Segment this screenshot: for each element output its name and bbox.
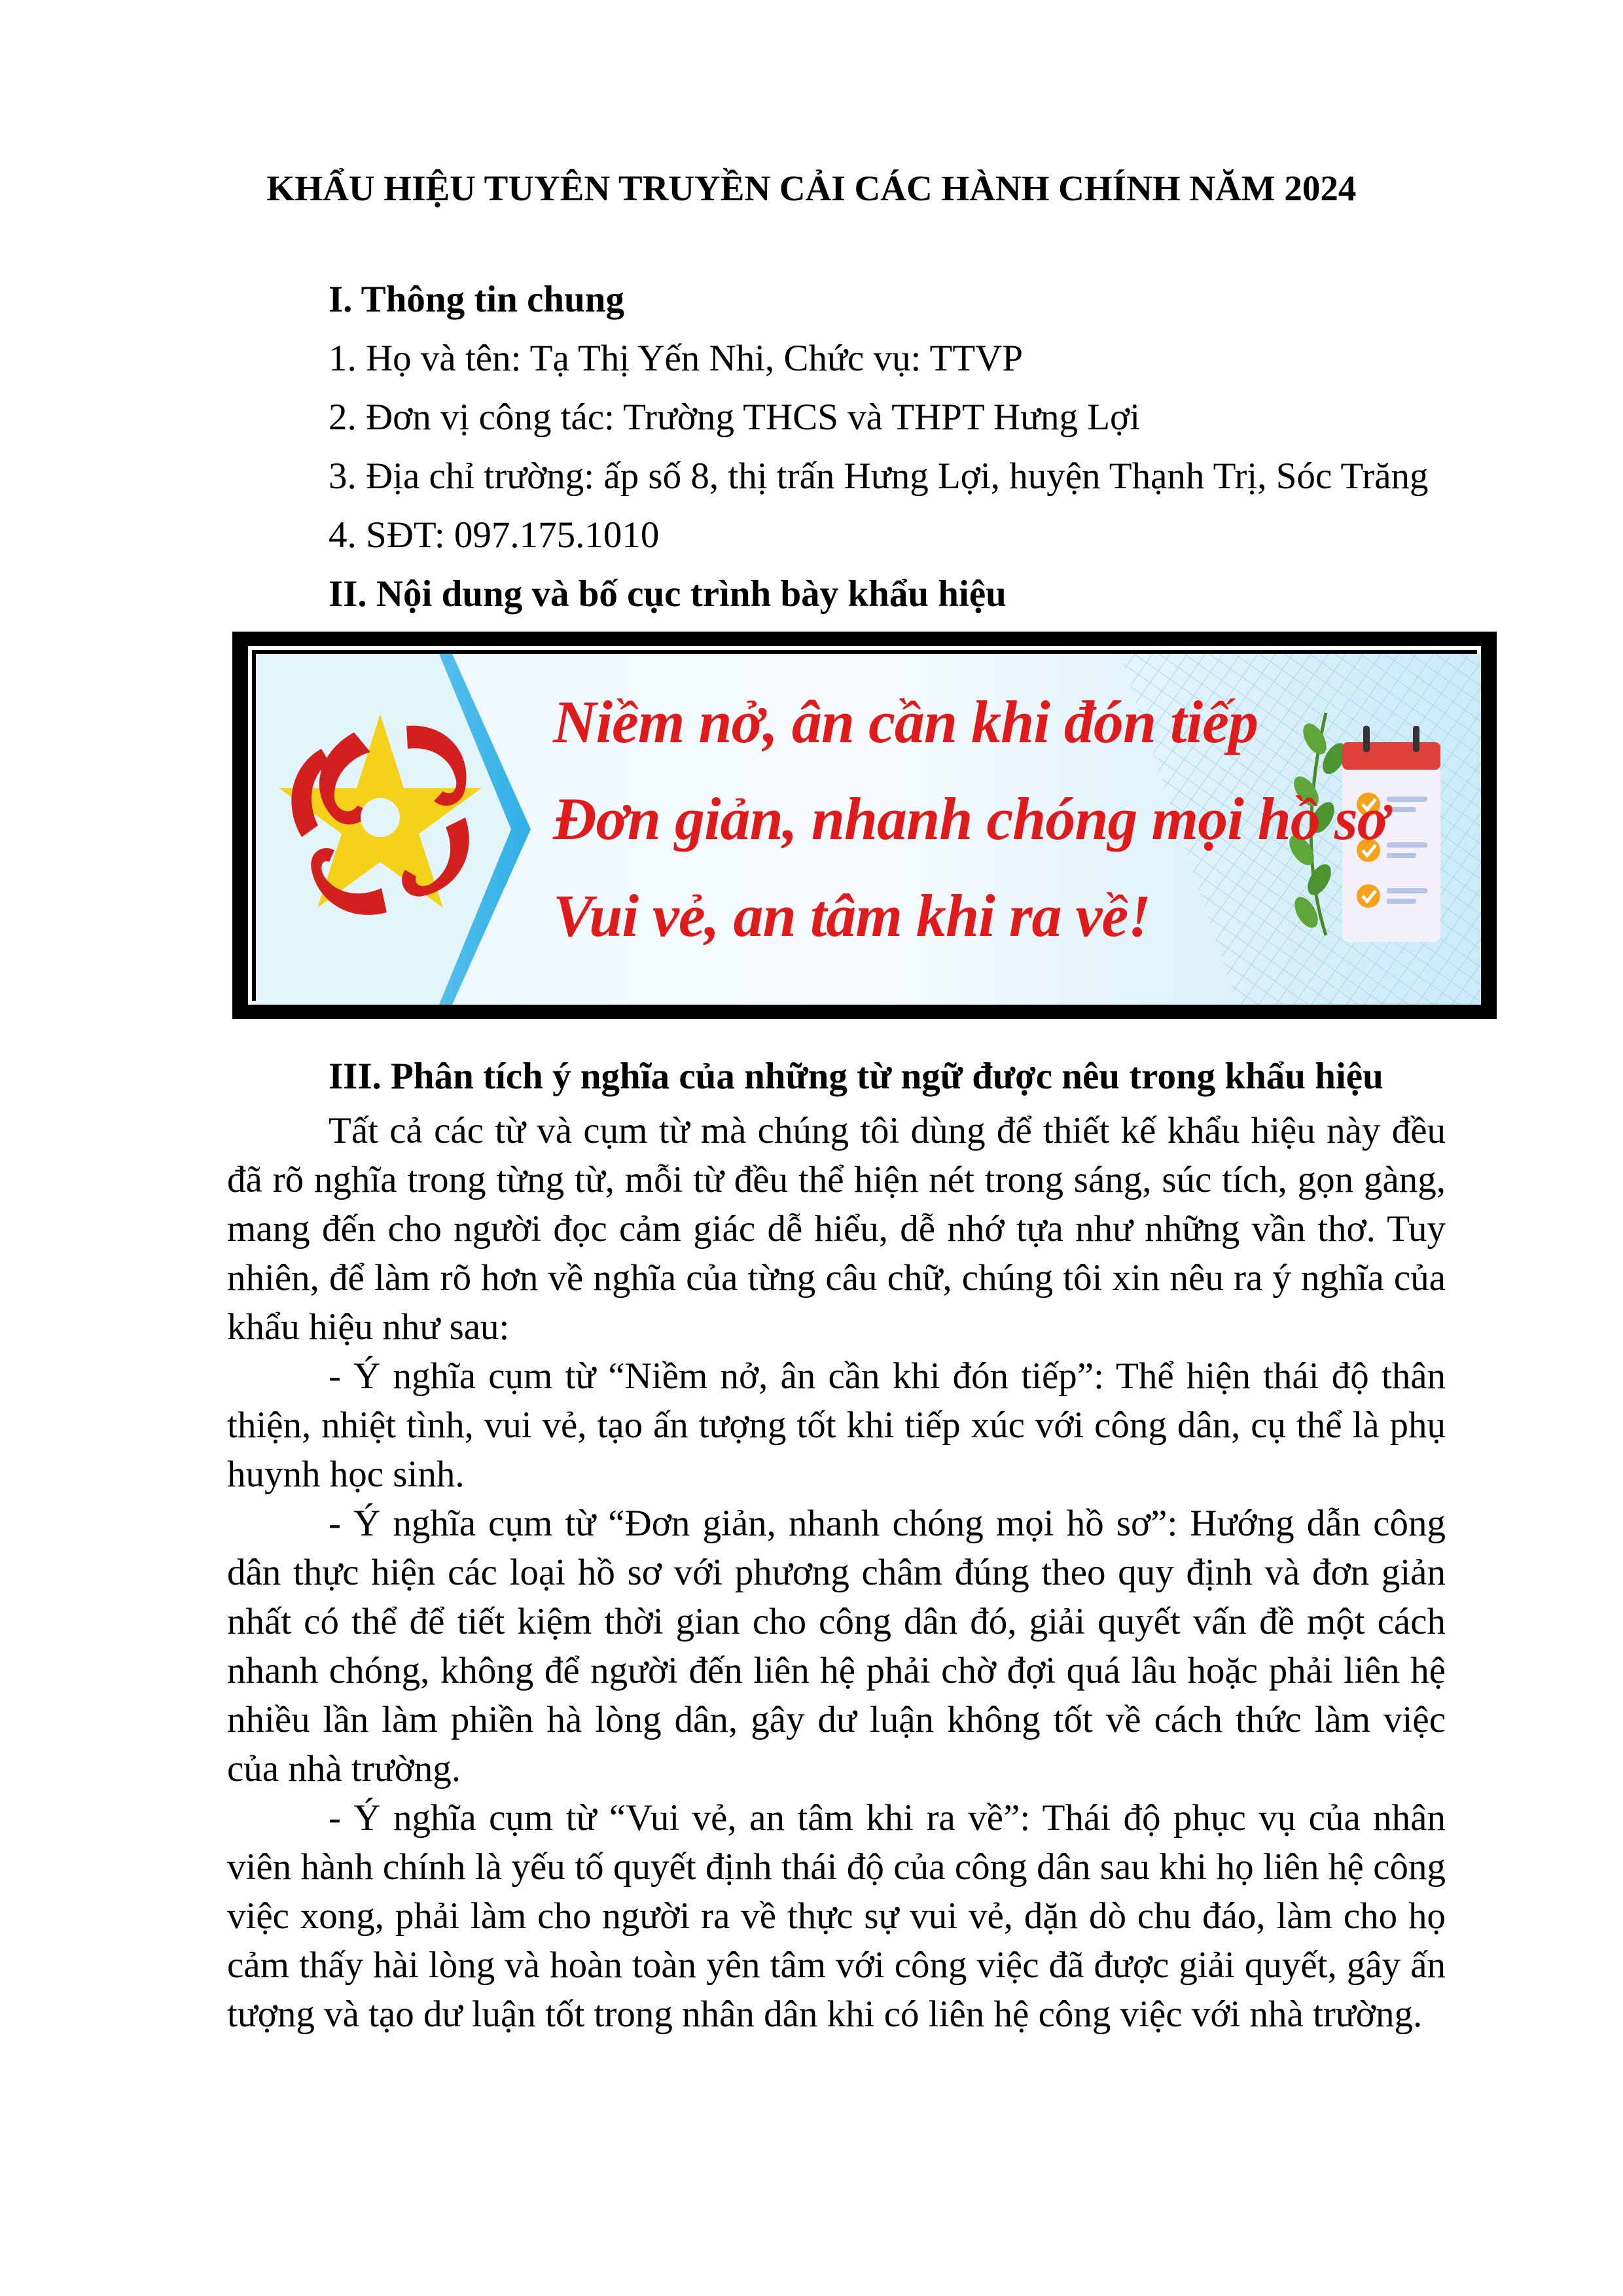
section-2-heading: II. Nội dung và bố cục trình bày khẩu hiệu: [329, 573, 1007, 615]
analysis-paragraph-slogan-3: - Ý nghĩa cụm từ “Vui vẻ, an tâm khi ra về”: Thái độ phục vụ của nhân viên hành chính là yếu tố quyết định thái độ của công dân sau khi họ liên hệ công việc xong, phải làm cho người ra về thực sự vui vẻ, dặn dò chu đáo, làm cho họ cảm thấy hài lòng và hoàn toàn yên tâm với công việc đã được giải quyết, gây ấn tượng và tạo dư luận tốt trong nhân dân khi có liên hệ công việc với nhà trường.: [227, 1797, 1446, 2035]
analysis-paragraph-intro: Tất cả các từ và cụm từ mà chúng tôi dùng để thiết kế khẩu hiệu này đều đã rõ nghĩa trong từng từ, mỗi từ đều thể hiện nét trong sáng, súc tích, gọn gàng, mang đến cho người đọc cảm giác dễ hiểu, dễ nhớ tựa như những vần thơ. Tuy nhiên, để làm rõ hơn về nghĩa của từng câu chữ, chúng tôi xin nêu ra ý nghĩa của khẩu hiệu như sau:: [227, 1110, 1446, 1348]
analysis-paragraph-slogan-2: - Ý nghĩa cụm từ “Đơn giản, nhanh chóng mọi hồ sơ”: Hướng dẫn công dân thực hiện các loại hồ sơ với phương châm đúng theo quy định và đơn giản nhất có thể để tiết kiệm thời gian cho công dân đó, giải quyết vấn đề một cách nhanh chóng, không để người đến liên hệ phải chờ đợi quá lâu hoặc phải liên hệ nhiều lần làm phiền hà lòng dân, gây dư luận không tốt về cách thức làm việc của nhà trường.: [227, 1503, 1446, 1789]
info-unit-line: 2. Đơn vị công tác: Trường THCS và THPT Hưng Lợi: [329, 397, 1141, 438]
analysis-body: [227, 1106, 1446, 2039]
analysis-paragraph-slogan-1: - Ý nghĩa cụm từ “Niềm nở, ân cần khi đón tiếp”: Thể hiện thái độ thân thiện, nhiệt tình, vui vẻ, tạo ấn tượng tốt khi tiếp xúc với công dân, cụ thể là phụ huynh học sinh.: [227, 1355, 1446, 1495]
info-name-line: 1. Họ và tên: Tạ Thị Yến Nhi, Chức vụ: TTVP: [329, 338, 1024, 379]
banner-inner-border: [248, 646, 1481, 1005]
document-title: KHẨU HIỆU TUYÊN TRUYỀN CẢI CÁC HÀNH CHÍNH NĂM 2024: [266, 168, 1357, 208]
slogan-line-2: Đơn giản, nhanh chóng mọi hồ sơ: [553, 785, 1389, 852]
section-1-heading: I. Thông tin chung: [329, 279, 624, 320]
info-phone-line: 4. SĐT: 097.175.1010: [329, 514, 660, 556]
info-address-line: 3. Địa chỉ trường: ấp số 8, thị trấn Hưng Lợi, huyện Thạnh Trị, Sóc Trăng: [329, 456, 1429, 497]
section-3-heading: III. Phân tích ý nghĩa của những từ ngữ được nêu trong khẩu hiệu: [329, 1056, 1383, 1097]
slogan-line-3: Vui vẻ, an tâm khi ra về!: [553, 882, 1150, 949]
slogan-line-1: Niềm nở, ân cần khi đón tiếp: [553, 689, 1258, 755]
slogan-banner: [232, 632, 1497, 1019]
